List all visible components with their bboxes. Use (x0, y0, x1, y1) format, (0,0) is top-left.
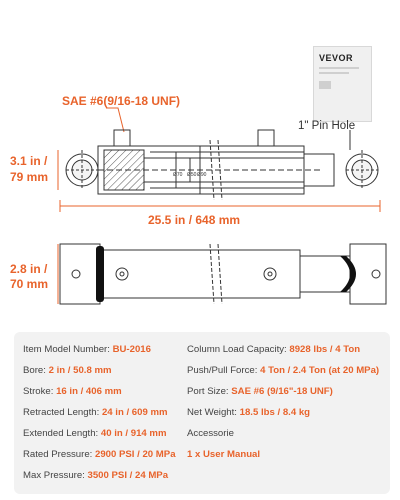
port-fitting-right (258, 130, 274, 146)
spec-left-2: Stroke: 16 in / 406 mm (23, 386, 122, 397)
bore-mark-2: Ø50 (187, 172, 197, 178)
port-fitting-left (114, 130, 130, 146)
height-bottom-label-line1: 2.8 in / (10, 262, 48, 276)
length-label: 25.5 in / 648 mm (148, 213, 241, 227)
bore-mark-3: Ø90 (197, 172, 207, 178)
seal-left (96, 246, 104, 302)
height-top-label-line1: 3.1 in / (10, 154, 48, 168)
manual-brand-logo: VEVOR (319, 53, 354, 63)
spec-right-2: Port Size: SAE #6 (9/16"-18 UNF) (187, 386, 333, 397)
cylinder-section-view (66, 130, 378, 200)
spec-left-5: Rated Pressure: 2900 PSI / 20 MPa (23, 449, 176, 460)
spec-right-5: 1 x User Manual (187, 449, 261, 460)
spec-left-4: Extended Length: 40 in / 914 mm (23, 428, 167, 439)
spec-right-1: Push/Pull Force: 4 Ton / 2.4 Ton (at 20 MPa) (187, 365, 380, 376)
spec-left-1: Bore: 2 in / 50.8 mm (23, 365, 112, 376)
pin-hole-label: 1" Pin Hole (298, 120, 356, 132)
barrel-side (100, 250, 300, 298)
spec-left-0: Item Model Number: BU-2016 (23, 344, 151, 355)
spec-right-4: Accessorie (187, 428, 234, 439)
cylinder-side-view (60, 244, 386, 304)
spec-left-6: Max Pressure: 3500 PSI / 24 MPa (23, 470, 169, 481)
height-bottom-label-line2: 70 mm (10, 277, 49, 291)
port-leader-line (106, 108, 124, 132)
spec-right-0: Column Load Capacity: 8928 lbs / 4 Ton (187, 344, 361, 355)
bore-mark-1: Ø70 (173, 172, 183, 178)
gland-side (300, 256, 350, 292)
height-top-label-line2: 79 mm (10, 170, 49, 184)
seal-right (340, 256, 356, 292)
specifications-panel (14, 332, 390, 494)
spec-left-3: Retracted Length: 24 in / 609 mm (23, 407, 168, 418)
port-size-label: SAE #6(9/16-18 UNF) (62, 94, 181, 108)
spec-right-3: Net Weight: 18.5 lbs / 8.4 kg (187, 407, 311, 418)
